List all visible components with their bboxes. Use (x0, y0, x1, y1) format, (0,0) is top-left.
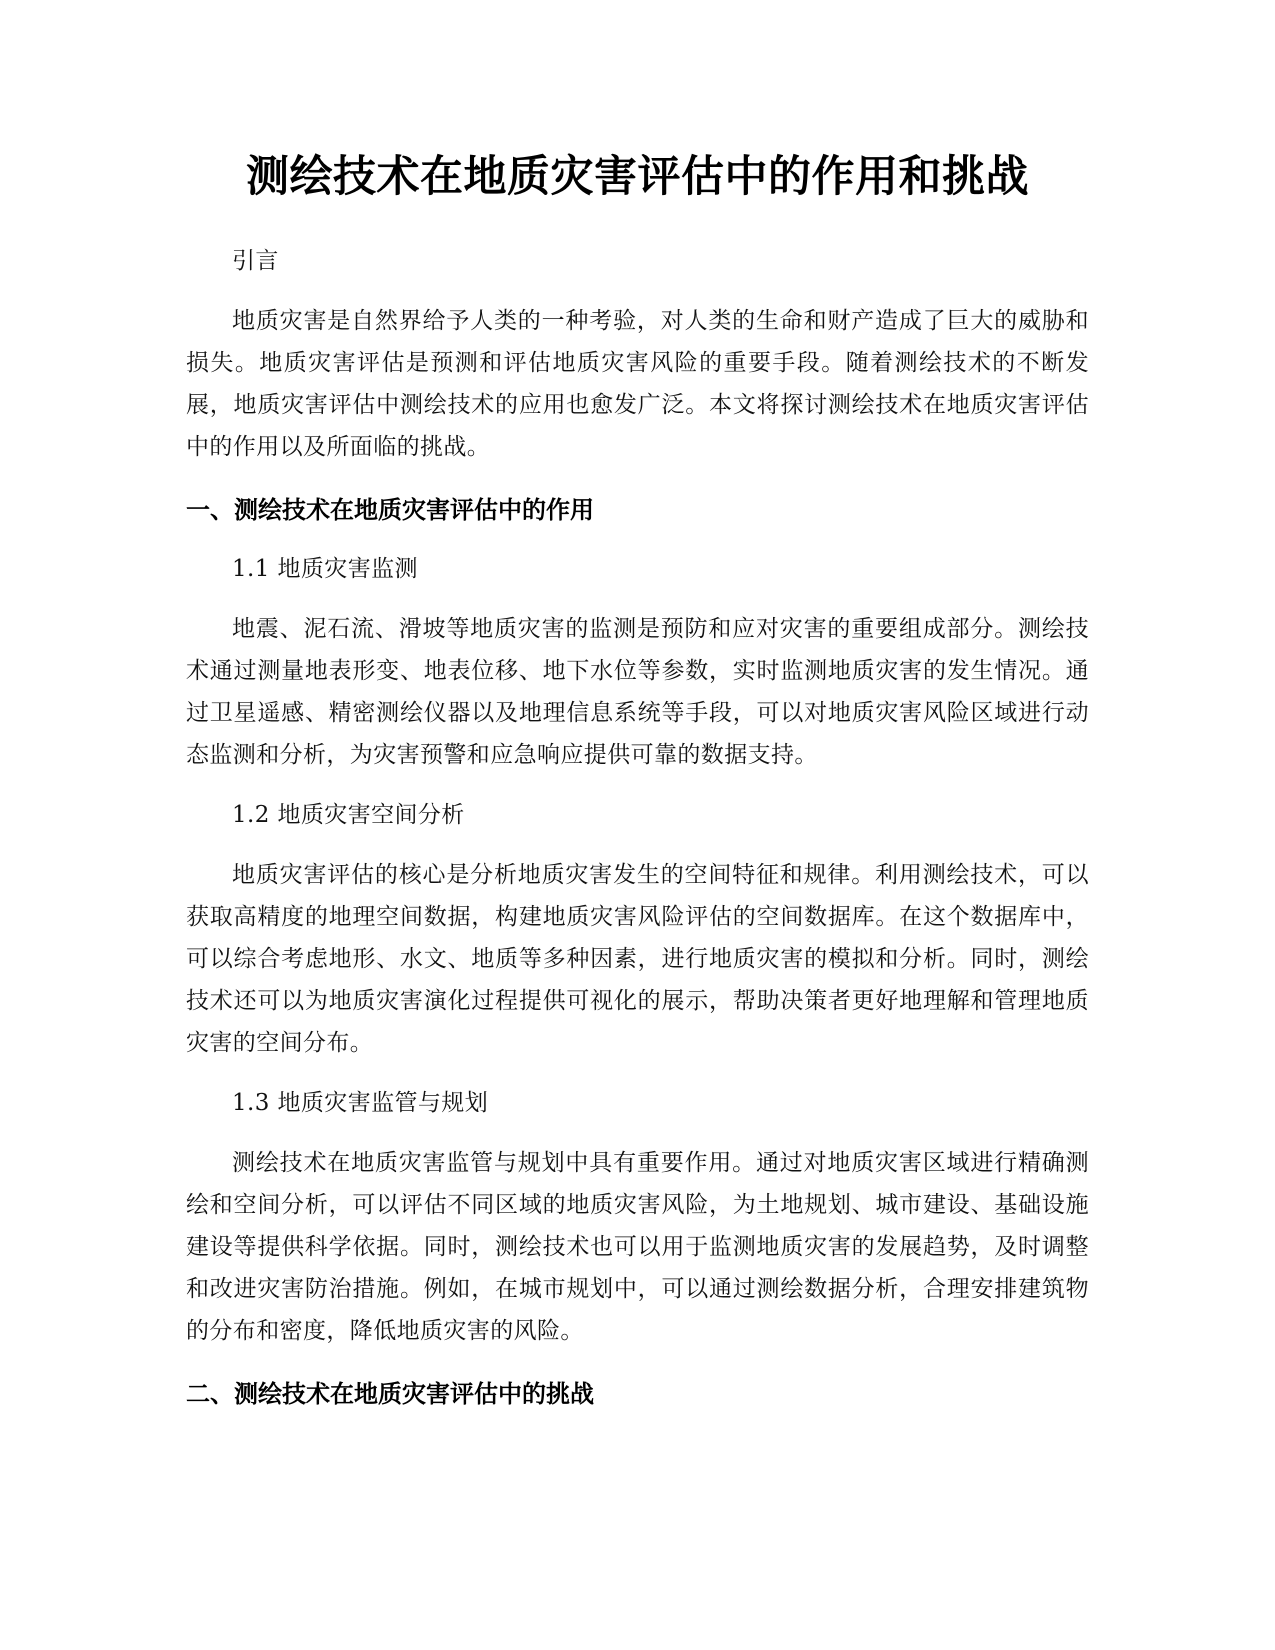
subsection-1-1-heading: 1.1 地质灾害监测 (232, 556, 418, 582)
section-2-heading: 二、测绘技术在地质灾害评估中的挑战 (186, 1380, 594, 1408)
subsection-1-2-heading: 1.2 地质灾害空间分析 (232, 802, 465, 828)
section-1-heading: 一、测绘技术在地质灾害评估中的作用 (186, 496, 594, 524)
intro-label: 引言 (232, 248, 279, 274)
subsection-1-1-paragraph: 地震、泥石流、滑坡等地质灾害的监测是预防和应对灾害的重要组成部分。测绘技术通过测量地表形变、地表位移、地下水位等参数，实时监测地质灾害的发生情况。通过卫星遥感、精密测绘仪器以及地理信息系统等手段，可以对地质灾害风险区域进行动态监测和分析，为灾害预警和应急响应提供可靠的数据支持。 (186, 616, 1089, 768)
subsection-1-3-heading: 1.3 地质灾害监管与规划 (232, 1090, 489, 1116)
document-body (186, 148, 1089, 1414)
intro-paragraph: 地质灾害是自然界给予人类的一种考验，对人类的生命和财产造成了巨大的威胁和损失。地质灾害评估是预测和评估地质灾害风险的重要手段。随着测绘技术的不断发展，地质灾害评估中测绘技术的应用也愈发广泛。本文将探讨测绘技术在地质灾害评估中的作用以及所面临的挑战。 (186, 308, 1089, 460)
subsection-1-3-paragraph: 测绘技术在地质灾害监管与规划中具有重要作用。通过对地质灾害区域进行精确测绘和空间分析，可以评估不同区域的地质灾害风险，为土地规划、城市建设、基础设施建设等提供科学依据。同时，测绘技术也可以用于监测地质灾害的发展趋势，及时调整和改进灾害防治措施。例如，在城市规划中，可以通过测绘数据分析，合理安排建筑物的分布和密度，降低地质灾害的风险。 (186, 1150, 1089, 1344)
subsection-1-2-paragraph: 地质灾害评估的核心是分析地质灾害发生的空间特征和规律。利用测绘技术，可以获取高精度的地理空间数据，构建地质灾害风险评估的空间数据库。在这个数据库中，可以综合考虑地形、水文、地质等多种因素，进行地质灾害的模拟和分析。同时，测绘技术还可以为地质灾害演化过程提供可视化的展示，帮助决策者更好地理解和管理地质灾害的空间分布。 (186, 862, 1089, 1056)
document-title: 测绘技术在地质灾害评估中的作用和挑战 (246, 152, 1029, 202)
